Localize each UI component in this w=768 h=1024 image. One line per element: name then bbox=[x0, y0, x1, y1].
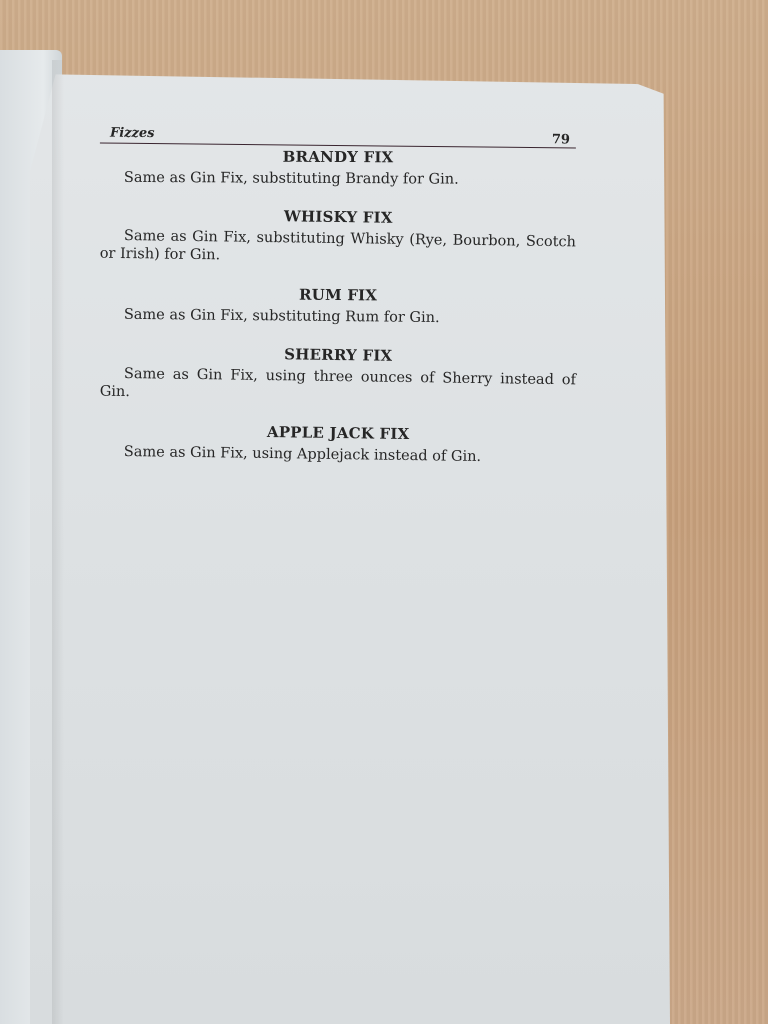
recipe-entry bbox=[100, 147, 576, 189]
recipe-text: Same as Gin Fix, substituting Whisky (Rye, Bourbon, Scotch or Irish) for Gin. bbox=[99, 228, 577, 264]
page-gutter-shadow bbox=[52, 60, 64, 1024]
recipe-entry bbox=[100, 205, 577, 270]
page-content bbox=[100, 125, 576, 484]
page-number: 79 bbox=[551, 132, 571, 148]
recipe-title: WHISKY FIX bbox=[283, 207, 393, 227]
recipe-text: Same as Gin Fix, substituting Rum for Gin. bbox=[123, 306, 440, 327]
running-head-section: Fizzes bbox=[109, 125, 155, 142]
recipe-text: Same as Gin Fix, using Applejack instead of Gin. bbox=[123, 444, 482, 465]
recipe-text: Same as Gin Fix, using three ounces of Sherry instead of Gin. bbox=[99, 366, 577, 401]
recipe-title: BRANDY FIX bbox=[282, 147, 394, 167]
recipe-entry bbox=[100, 343, 577, 408]
recipe-entry bbox=[100, 284, 576, 329]
recipe-entry bbox=[100, 421, 577, 468]
recipe-title: SHERRY FIX bbox=[284, 345, 393, 365]
recipe-title: RUM FIX bbox=[298, 285, 378, 305]
recipe-text: Same as Gin Fix, substituting Brandy for Gin. bbox=[123, 169, 459, 188]
running-head bbox=[100, 123, 576, 149]
recipe-title: APPLE JACK FIX bbox=[266, 423, 410, 443]
